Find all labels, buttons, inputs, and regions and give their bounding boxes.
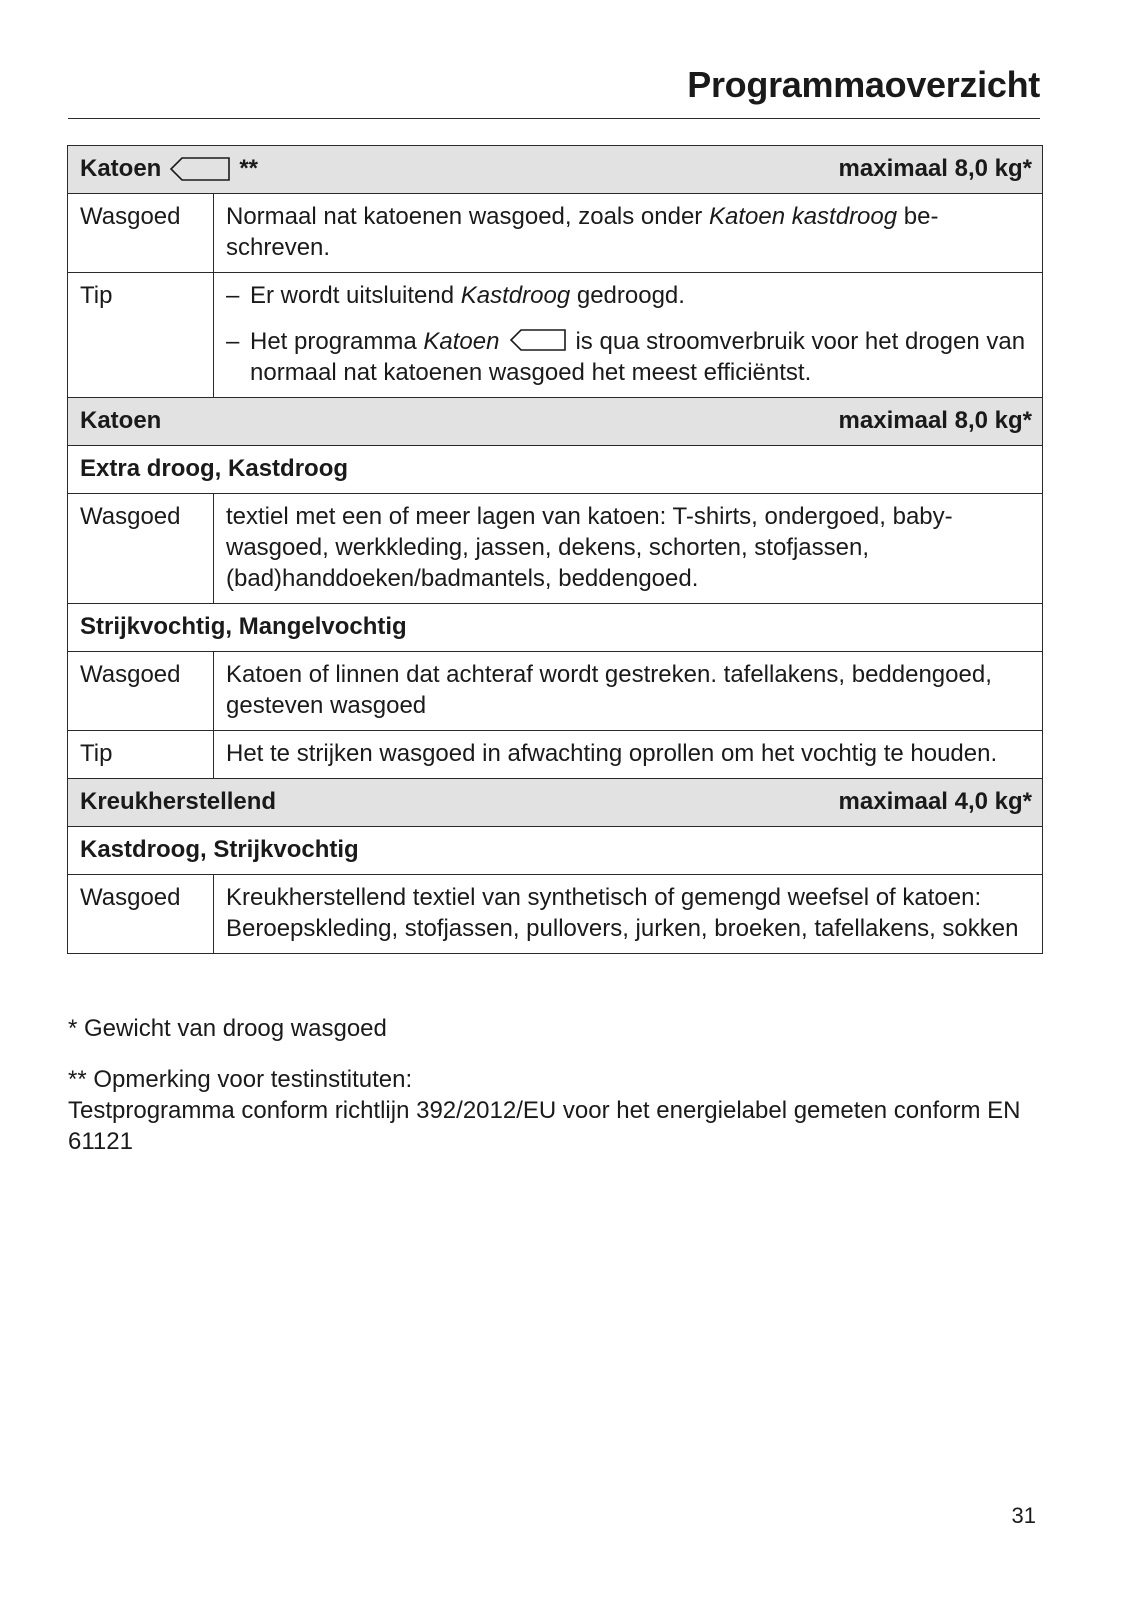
max-load: maximaal 8,0 kg*	[838, 407, 1032, 434]
eco-arrow-icon	[169, 156, 231, 182]
row-description: Het te strijken wasgoed in afwachting oprollen om het vochtig te houden.	[214, 731, 1043, 779]
list-item: – Het programma Katoen is qua stroomverbruik voor het drogen van normaal nat katoenen wasgoed het meest efficiëntst.	[226, 328, 1026, 386]
table-row	[68, 194, 1043, 273]
page-title: Programmaoverzicht	[687, 64, 1040, 105]
table-row	[68, 731, 1043, 779]
eco-arrow-icon	[509, 328, 567, 352]
section-title: Kreukherstellend	[80, 788, 277, 815]
row-label: Tip	[68, 731, 214, 779]
row-description: textiel met een of meer lagen van katoen: T-shirts, ondergoed, babywasgoed, werkkleding, jassen, dekens, schorten, stofjassen, (bad)handdoeken/badmantels, beddengoed.	[214, 494, 1043, 604]
page-number: 31	[1011, 1503, 1036, 1528]
table-row	[68, 494, 1043, 604]
table-row	[68, 652, 1043, 731]
row-description: Kreukherstellend textiel van synthetisch of gemengd weefsel of katoen: Beroepskleding, stofjassen, pullovers, jurken, broeken, tafellakens, sokken	[214, 875, 1043, 954]
row-label: Tip	[68, 273, 214, 398]
row-label: Wasgoed	[68, 494, 214, 604]
footnote-test-heading: ** Opmerking voor testinstituten:	[68, 1066, 413, 1093]
footnote-weight: * Gewicht van droog wasgoed	[68, 1015, 387, 1042]
section-title: Katoen	[80, 155, 162, 182]
tip-list	[214, 273, 1043, 398]
subsection-header: Kastdroog, Strijkvochtig	[68, 827, 1043, 875]
section-title: Katoen	[80, 407, 162, 434]
footnotes	[68, 1013, 1043, 1157]
max-load: maximaal 4,0 kg*	[838, 788, 1032, 815]
row-label: Wasgoed	[68, 875, 214, 954]
max-load: maximaal 8,0 kg*	[838, 155, 1032, 182]
title-divider	[68, 118, 1040, 119]
section-header-kreukherstellend	[68, 779, 1043, 827]
table-row	[68, 875, 1043, 954]
section-header-katoen-eco	[68, 146, 1043, 194]
footnote-test-text: Testprogramma conform richtlijn 392/2012/EU voor het energielabel gemeten conform EN 61121	[68, 1097, 1021, 1155]
subsection-header: Extra droog, Kastdroog	[68, 446, 1043, 494]
row-description: Katoen of linnen dat achteraf wordt gestreken. tafellakens, beddengoed, gesteven wasgoed	[214, 652, 1043, 731]
row-label: Wasgoed	[68, 652, 214, 731]
list-item: – Er wordt uitsluitend Kastdroog gedroogd.	[226, 282, 685, 309]
table-row	[68, 273, 1043, 398]
program-table	[67, 145, 1043, 954]
row-description: Normaal nat katoenen wasgoed, zoals onder Katoen kastdroog beschreven.	[214, 194, 1043, 273]
section-header-katoen	[68, 398, 1043, 446]
subsection-header: Strijkvochtig, Mangelvochtig	[68, 604, 1043, 652]
stars-marker: **	[239, 155, 259, 182]
row-label: Wasgoed	[68, 194, 214, 273]
